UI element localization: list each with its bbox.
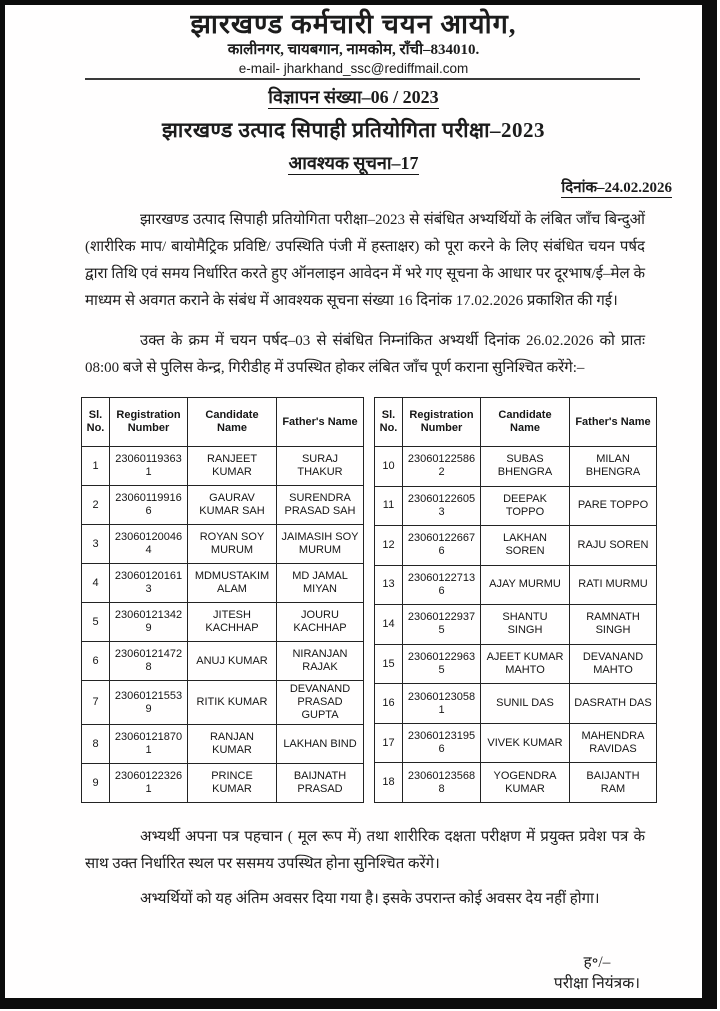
cell-candidate-name: DEEPAK TOPPO (481, 486, 570, 526)
candidate-row (82, 764, 364, 803)
cell-candidate-name: MDMUSTAKIM ALAM (188, 564, 277, 603)
cell-father-name: DASRATH DAS (570, 684, 657, 724)
signature-mark: ह॰/– (583, 954, 611, 971)
candidate-row (375, 526, 657, 566)
candidate-row (375, 763, 657, 803)
cell-candidate-name: VIVEK KUMAR (481, 723, 570, 763)
column-header: Sl. No. (375, 398, 403, 447)
column-header: Candidate Name (481, 398, 570, 447)
header-divider (85, 78, 640, 80)
cell-father-name: DEVANAND PRASAD GUPTA (277, 681, 364, 725)
cell-sl-no: 5 (82, 603, 110, 642)
cell-sl-no: 12 (375, 526, 403, 566)
cell-father-name: JOURU KACHHAP (277, 603, 364, 642)
cell-father-name: RAJU SOREN (570, 526, 657, 566)
cell-registration-number: 230601227136 (403, 565, 481, 605)
cell-sl-no: 1 (82, 447, 110, 486)
cell-father-name: NIRANJAN RAJAK (277, 642, 364, 681)
candidate-row (82, 603, 364, 642)
cell-candidate-name: SHANTU SINGH (481, 605, 570, 645)
cell-registration-number: 230601223261 (110, 764, 188, 803)
cell-sl-no: 7 (82, 681, 110, 725)
column-header: Registration Number (110, 398, 188, 447)
column-header: Father's Name (277, 398, 364, 447)
cell-sl-no: 14 (375, 605, 403, 645)
candidate-row (82, 642, 364, 681)
candidate-row (375, 447, 657, 487)
organization-address: कालीनगर, चायबगान, नामकोम, राँची–834010. (227, 42, 480, 58)
candidate-row (82, 725, 364, 764)
cell-father-name: MILAN BHENGRA (570, 447, 657, 487)
cell-father-name: BAIJNATH PRASAD (277, 764, 364, 803)
cell-candidate-name: LAKHAN SOREN (481, 526, 570, 566)
cell-sl-no: 9 (82, 764, 110, 803)
notice-date-text: दिनांक–24.02.2026 (561, 180, 672, 196)
candidate-row (375, 605, 657, 645)
cell-candidate-name: SUBAS BHENGRA (481, 447, 570, 487)
cell-sl-no: 6 (82, 642, 110, 681)
candidate-row (82, 447, 364, 486)
cell-registration-number: 230601231956 (403, 723, 481, 763)
cell-sl-no: 16 (375, 684, 403, 724)
cell-registration-number: 230601214728 (110, 642, 188, 681)
cell-registration-number: 230601215539 (110, 681, 188, 725)
cell-father-name: RATI MURMU (570, 565, 657, 605)
cell-candidate-name: RANJEET KUMAR (188, 447, 277, 486)
column-header: Father's Name (570, 398, 657, 447)
cell-sl-no: 17 (375, 723, 403, 763)
cell-father-name: BAIJANTH RAM (570, 763, 657, 803)
cell-candidate-name: YOGENDRA KUMAR (481, 763, 570, 803)
column-header: Sl. No. (82, 398, 110, 447)
cell-father-name: MAHENDRA RAVIDAS (570, 723, 657, 763)
candidate-row (82, 681, 364, 725)
paragraph-pending-verification: झारखण्ड उत्पाद सिपाही प्रतियोगिता परीक्षा–2023 से संबंधित अभ्यर्थियों के लंबित जाँच बिन्दुओं (शारीरिक माप/ बायोमैट्रिक प्रविष्टि/ उपस्थिति पंजी में हस्ताक्षर) को पूरा करने के लिए संबंधित चयन पर्षद द्वारा तिथि एवं समय निर्धारित करते हुए ऑनलाइन आवेदन में भरे गए सूचना के आधार पर दूरभाष/ई–मेल के माध्यम से अवगत कराने के संबंध में आवश्यक सूचना संख्या 16 दिनांक 17.02.2026 प्रकाशित की गई। (85, 212, 645, 309)
cell-candidate-name: ROYAN SOY MURUM (188, 525, 277, 564)
column-header: Candidate Name (188, 398, 277, 447)
organization-name: झारखण्ड कर्मचारी चयन आयोग, (190, 9, 517, 39)
cell-registration-number: 230601230581 (403, 684, 481, 724)
cell-registration-number: 230601218701 (110, 725, 188, 764)
cell-sl-no: 2 (82, 486, 110, 525)
candidate-row (375, 644, 657, 684)
paragraph-reporting-instruction: उक्त के क्रम में चयन पर्षद–03 से संबंधित निम्नांकित अभ्यर्थी दिनांक 26.02.2026 को प्रातः 08:00 बजे से पुलिस केन्द्र, गिरीडीह में उपस्थित होकर लंबित जाँच पूर्ण कराना सुनिश्चित करेंगे:– (85, 333, 645, 376)
cell-candidate-name: GAURAV KUMAR SAH (188, 486, 277, 525)
candidate-row (375, 486, 657, 526)
paragraph-last-chance: अभ्यर्थियों को यह अंतिम अवसर दिया गया है। इसके उपरान्त कोई अवसर देय नहीं होगा। (140, 891, 600, 907)
cell-father-name: SURENDRA PRASAD SAH (277, 486, 364, 525)
signature-block (554, 952, 640, 994)
cell-registration-number: 230601213429 (110, 603, 188, 642)
cell-sl-no: 11 (375, 486, 403, 526)
cell-father-name: DEVANAND MAHTO (570, 644, 657, 684)
cell-sl-no: 4 (82, 564, 110, 603)
cell-candidate-name: PRINCE KUMAR (188, 764, 277, 803)
cell-registration-number: 230601225862 (403, 447, 481, 487)
cell-candidate-name: RANJAN KUMAR (188, 725, 277, 764)
cell-sl-no: 13 (375, 565, 403, 605)
advertisement-number-text: विज्ञापन संख्या–06 / 2023 (268, 87, 439, 107)
cell-registration-number: 230601226676 (403, 526, 481, 566)
cell-registration-number: 230601229375 (403, 605, 481, 645)
cell-registration-number: 230601193631 (110, 447, 188, 486)
cell-candidate-name: AJEET KUMAR MAHTO (481, 644, 570, 684)
cell-sl-no: 3 (82, 525, 110, 564)
cell-sl-no: 15 (375, 644, 403, 684)
table-header-row (82, 398, 364, 447)
cell-registration-number: 230601229635 (403, 644, 481, 684)
cell-father-name: PARE TOPPO (570, 486, 657, 526)
candidate-tables (81, 397, 702, 803)
cell-father-name: MD JAMAL MIYAN (277, 564, 364, 603)
cell-father-name: RAMNATH SINGH (570, 605, 657, 645)
paragraph-documents-required: अभ्यर्थी अपना पत्र पहचान ( मूल रूप में) तथा शारीरिक दक्षता परीक्षण में प्रयुक्त प्रवेश पत्र के साथ उक्त निर्धारित स्थल पर ससमय उपस्थित होना सुनिश्चित करेंगे। (85, 829, 645, 872)
notice-title (5, 151, 702, 176)
cell-candidate-name: JITESH KACHHAP (188, 603, 277, 642)
cell-father-name: JAIMASIH SOY MURUM (277, 525, 364, 564)
candidate-row (375, 723, 657, 763)
cell-candidate-name: ANUJ KUMAR (188, 642, 277, 681)
cell-candidate-name: SUNIL DAS (481, 684, 570, 724)
candidate-row (375, 684, 657, 724)
cell-registration-number: 230601199166 (110, 486, 188, 525)
candidate-row (82, 564, 364, 603)
column-header: Registration Number (403, 398, 481, 447)
notice-title-text: आवश्यक सूचना–17 (288, 153, 419, 173)
candidate-table-left (81, 397, 364, 803)
candidate-table-right (374, 397, 657, 803)
cell-sl-no: 8 (82, 725, 110, 764)
cell-candidate-name: AJAY MURMU (481, 565, 570, 605)
cell-registration-number: 230601235688 (403, 763, 481, 803)
exam-title: झारखण्ड उत्पाद सिपाही प्रतियोगिता परीक्षा–2023 (161, 118, 546, 142)
cell-father-name: SURAJ THAKUR (277, 447, 364, 486)
cell-registration-number: 230601200464 (110, 525, 188, 564)
cell-candidate-name: RITIK KUMAR (188, 681, 277, 725)
advertisement-number (5, 85, 702, 109)
candidate-row (82, 525, 364, 564)
organization-email: e-mail- jharkhand_ssc@rediffmail.com (238, 61, 469, 76)
signatory-designation: परीक्षा नियंत्रक। (553, 975, 640, 992)
candidate-row (82, 486, 364, 525)
cell-sl-no: 10 (375, 447, 403, 487)
cell-registration-number: 230601201613 (110, 564, 188, 603)
cell-father-name: LAKHAN BIND (277, 725, 364, 764)
cell-sl-no: 18 (375, 763, 403, 803)
notice-date (5, 179, 672, 198)
cell-registration-number: 230601226053 (403, 486, 481, 526)
table-header-row (375, 398, 657, 447)
candidate-row (375, 565, 657, 605)
